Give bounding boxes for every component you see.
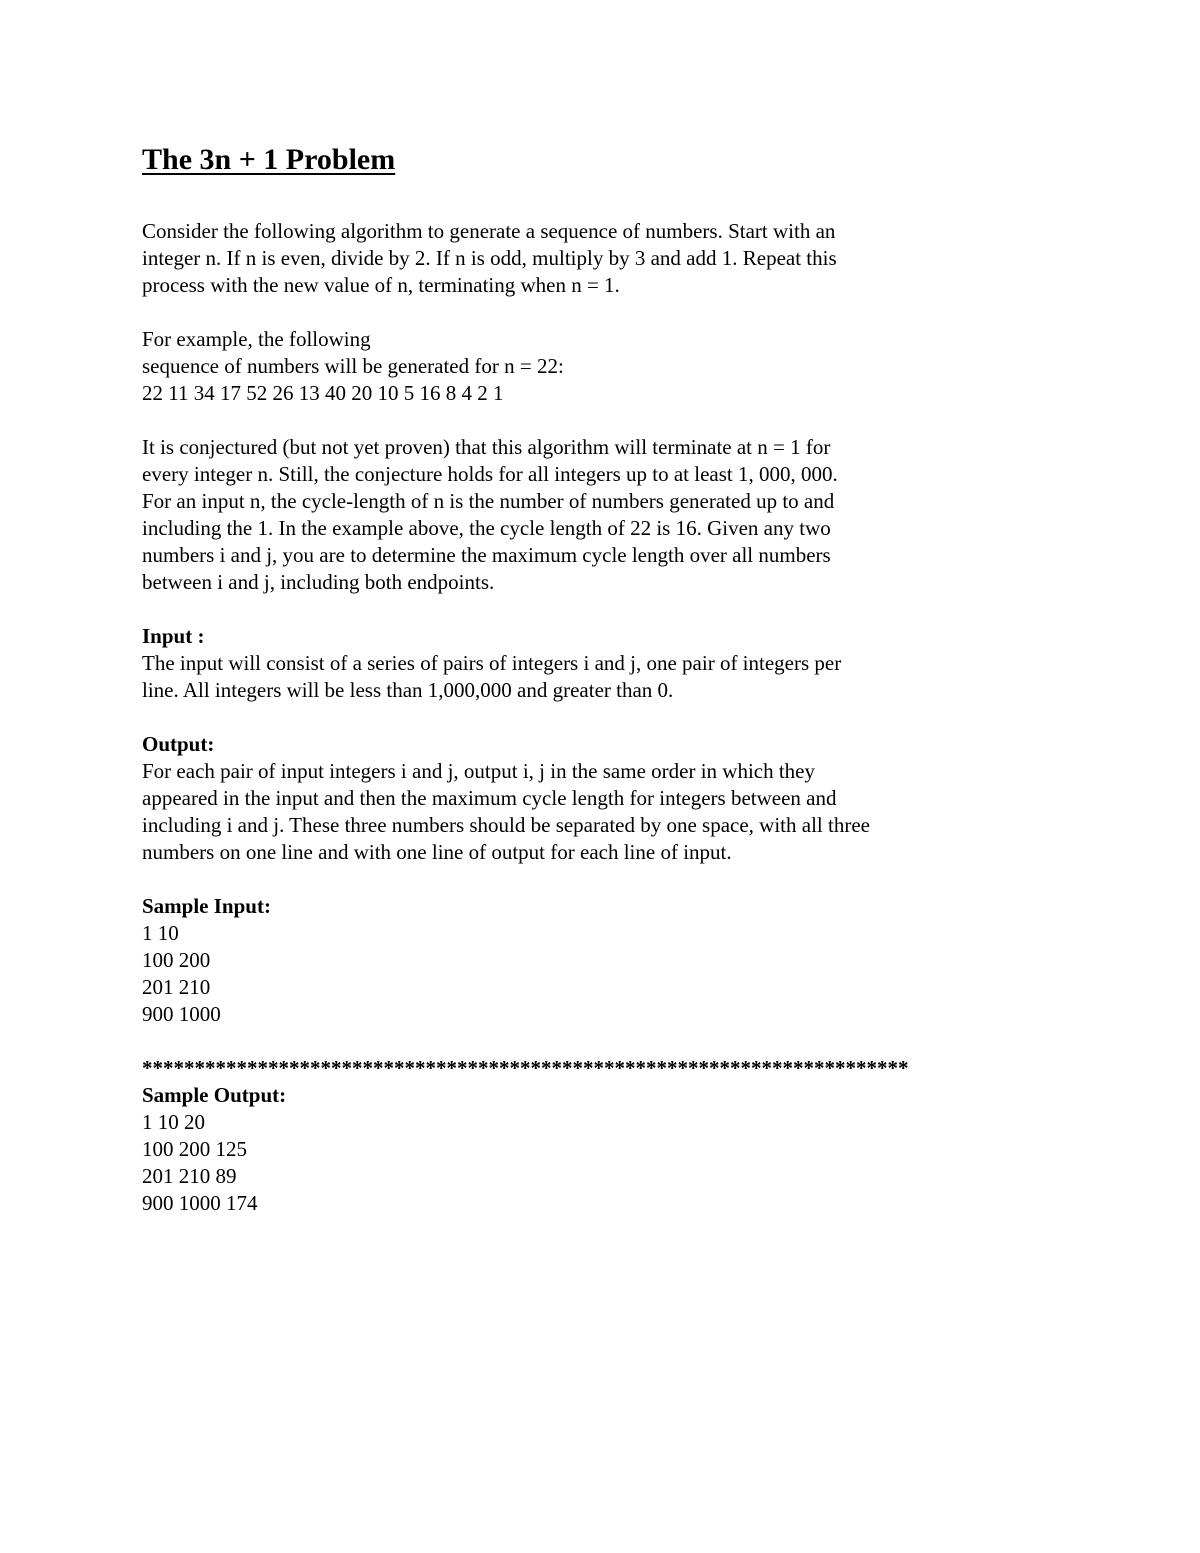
sample-input-line: 1 10: [142, 921, 179, 945]
sample-input-section: [142, 893, 1142, 1028]
sample-input-heading: Sample Input:: [142, 894, 271, 918]
text-line: Consider the following algorithm to generate a sequence of numbers. Start with an: [142, 219, 836, 243]
text-line: The input will consist of a series of pairs of integers i and j, one pair of integers per: [142, 651, 842, 675]
text-line: between i and j, including both endpoints.: [142, 570, 495, 594]
paragraph-gap: [142, 299, 1142, 326]
text-line: including i and j. These three numbers should be separated by one space, with all three: [142, 813, 870, 837]
text-line: For each pair of input integers i and j, output i, j in the same order in which they: [142, 759, 816, 783]
intro-paragraph: [142, 218, 1142, 299]
conjecture-paragraph: [142, 434, 1142, 596]
separator-line: *************************************************************************: [142, 1056, 909, 1080]
sample-input-line: 900 1000: [142, 1002, 221, 1026]
input-heading: Input :: [142, 624, 205, 648]
sample-output-line: 100 200 125: [142, 1137, 247, 1161]
text-line: process with the new value of n, terminating when n = 1.: [142, 273, 620, 297]
sample-input-line: 201 210: [142, 975, 211, 999]
sample-output-line: 1 10 20: [142, 1110, 205, 1134]
sample-output-line: 201 210 89: [142, 1164, 237, 1188]
sample-input-line: 100 200: [142, 948, 211, 972]
sample-output-heading: Sample Output:: [142, 1083, 287, 1107]
paragraph-gap: [142, 407, 1142, 434]
example-paragraph: [142, 326, 1142, 407]
example-sequence: 22 11 34 17 52 26 13 40 20 10 5 16 8 4 2 1: [142, 381, 504, 405]
text-line: numbers i and j, you are to determine the maximum cycle length over all numbers: [142, 543, 831, 567]
output-section: [142, 731, 1142, 866]
text-line: It is conjectured (but not yet proven) that this algorithm will terminate at n = 1 for: [142, 435, 831, 459]
input-section: [142, 623, 1142, 704]
text-line: appeared in the input and then the maximum cycle length for integers between and: [142, 786, 837, 810]
paragraph-gap: [142, 1028, 1142, 1055]
sample-output-line: 900 1000 174: [142, 1191, 258, 1215]
document-body: [142, 140, 1142, 1217]
text-line: For an input n, the cycle-length of n is the number of numbers generated up to and: [142, 489, 835, 513]
paragraph-gap: [142, 596, 1142, 623]
output-heading: Output:: [142, 732, 215, 756]
page-title: The 3n + 1 Problem: [142, 143, 396, 176]
text-line: every integer n. Still, the conjecture holds for all integers up to at least 1, 000, 000.: [142, 462, 838, 486]
text-line: sequence of numbers will be generated for n = 22:: [142, 354, 564, 378]
text-line: For example, the following: [142, 327, 371, 351]
sample-output-section: [142, 1082, 1142, 1217]
text-line: integer n. If n is even, divide by 2. If n is odd, multiply by 3 and add 1. Repeat this: [142, 246, 837, 270]
text-line: line. All integers will be less than 1,000,000 and greater than 0.: [142, 678, 674, 702]
text-line: including the 1. In the example above, the cycle length of 22 is 16. Given any two: [142, 516, 831, 540]
paragraph-gap: [142, 866, 1142, 893]
text-line: numbers on one line and with one line of output for each line of input.: [142, 840, 732, 864]
paragraph-gap: [142, 704, 1142, 731]
